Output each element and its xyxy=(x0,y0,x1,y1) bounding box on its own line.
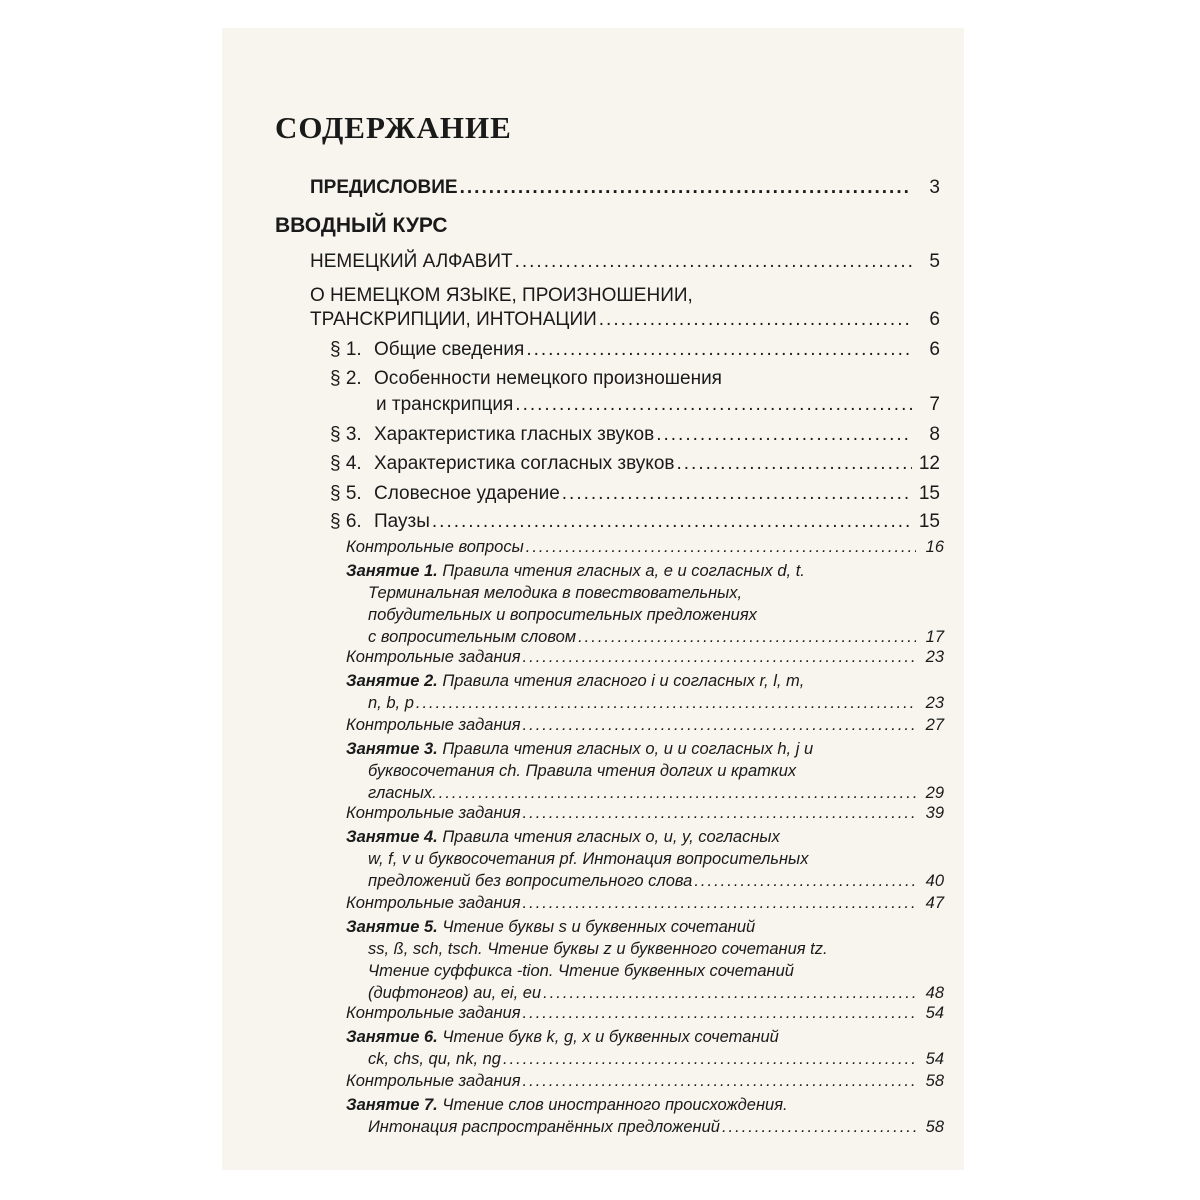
toc-page-number: 58 xyxy=(925,1118,944,1136)
dot-leader xyxy=(599,308,912,332)
toc-title: Контрольные задания xyxy=(346,894,521,912)
toc-title-line: побудительных и вопросительных предложениях xyxy=(368,606,757,624)
toc-title-line: Особенности немецкого произношения xyxy=(374,368,722,389)
dot-leader xyxy=(523,892,916,914)
toc-title-line: ss, ß, sch, tsch. Чтение буквы z и буквенного сочетания tz. xyxy=(368,940,828,958)
toc-page-number: 3 xyxy=(929,177,940,198)
toc-title-line: Чтение слов иностранного происхождения. xyxy=(442,1096,788,1114)
dot-leader xyxy=(526,338,912,362)
toc-entry-preface xyxy=(310,176,940,200)
toc-title-line: w, f, v и буквосочетания pf. Интонация вопросительных xyxy=(368,850,809,868)
toc-title-line: с вопросительным словом xyxy=(368,628,577,646)
toc-title-line: Интонация распространённых предложений xyxy=(368,1118,720,1136)
toc-title: Контрольные задания xyxy=(346,716,521,734)
dot-leader xyxy=(694,870,916,892)
toc-page-number: 15 xyxy=(918,511,940,532)
page-title: СОДЕРЖАНИЕ xyxy=(275,110,512,145)
dot-leader xyxy=(523,646,916,668)
toc-title-line: (дифтонгов) au, ei, eu xyxy=(368,984,542,1002)
dot-leader xyxy=(515,393,912,417)
dot-leader xyxy=(543,982,916,1004)
section-number: § 6. xyxy=(330,511,362,532)
dot-leader xyxy=(523,1070,916,1092)
toc-page-number: 58 xyxy=(925,1072,944,1090)
toc-entry-lesson-4 xyxy=(346,826,944,892)
dot-leader xyxy=(503,1048,916,1070)
toc-page-number: 27 xyxy=(925,716,944,734)
toc-title: Паузы xyxy=(374,511,430,532)
toc-title-line: Чтение буквы s и буквенных сочетаний xyxy=(442,918,756,936)
dot-leader xyxy=(460,176,912,200)
toc-title: Контрольные задания xyxy=(346,804,521,822)
toc-page-number: 40 xyxy=(925,872,944,890)
toc-entry-control-questions xyxy=(346,536,944,558)
toc-title-line: Правила чтения гласных o, u, y, согласных xyxy=(442,828,780,846)
dot-leader xyxy=(515,250,912,274)
toc-title-line: предложений без вопросительного слова xyxy=(368,872,693,890)
toc-title-line: Правила чтения гласных a, e и согласных d, t. xyxy=(442,562,805,580)
toc-page-number: 7 xyxy=(929,394,940,415)
toc-title-line: Правила чтения гласного i и согласных r, l, m, xyxy=(442,672,805,690)
toc-entry-control-tasks xyxy=(346,1002,944,1024)
toc-page-number: 12 xyxy=(918,453,940,474)
toc-entry-control-tasks xyxy=(346,646,944,668)
toc-title: Контрольные задания xyxy=(346,1004,521,1022)
toc-page-number: 39 xyxy=(925,804,944,822)
toc-entry-lesson-6 xyxy=(346,1026,944,1070)
dot-leader xyxy=(656,423,912,447)
section-number: § 1. xyxy=(330,339,362,360)
toc-page-number: 15 xyxy=(918,483,940,504)
toc-title: ВВОДНЫЙ КУРС xyxy=(275,214,448,237)
lesson-label: Занятие 5. xyxy=(346,918,438,936)
toc-page-number: 16 xyxy=(925,538,944,556)
lesson-label: Занятие 3. xyxy=(346,740,438,758)
toc-entry-control-tasks xyxy=(346,714,944,736)
toc-entry-control-tasks xyxy=(346,892,944,914)
toc-entry-lesson-5 xyxy=(346,916,944,1004)
lesson-label: Занятие 6. xyxy=(346,1028,438,1046)
toc-page-number: 6 xyxy=(929,339,940,360)
toc-title-line: Чтение суффикса -tion. Чтение буквенных сочетаний xyxy=(368,962,794,980)
dot-leader xyxy=(722,1116,916,1138)
toc-title: Контрольные вопросы xyxy=(346,538,524,556)
dot-leader xyxy=(523,802,916,824)
toc-title-line: ck, chs, qu, nk, ng xyxy=(368,1050,501,1068)
toc-entry-section-2 xyxy=(330,367,940,417)
dot-leader xyxy=(578,626,916,648)
toc-entry-section-1 xyxy=(330,338,940,362)
toc-title-line: ТРАНСКРИПЦИИ, ИНТОНАЦИИ xyxy=(310,309,597,330)
toc-title-line: Чтение букв k, g, x и буквенных сочетаний xyxy=(442,1028,779,1046)
dot-leader xyxy=(432,510,912,534)
toc-section-intro-course xyxy=(275,214,448,238)
lesson-label: Занятие 7. xyxy=(346,1096,438,1114)
dot-leader xyxy=(526,536,916,558)
dot-leader xyxy=(416,692,916,714)
toc-entry-control-tasks xyxy=(346,802,944,824)
toc-title: Общие сведения xyxy=(374,339,525,360)
toc-page-number: 54 xyxy=(925,1050,944,1068)
toc-page-number: 47 xyxy=(925,894,944,912)
dot-leader xyxy=(439,782,916,804)
toc-page-number: 23 xyxy=(925,694,944,712)
toc-entry-section-3 xyxy=(330,423,940,447)
dot-leader xyxy=(523,714,916,736)
section-number: § 2. xyxy=(330,368,362,389)
dot-leader xyxy=(562,482,912,506)
dot-leader xyxy=(523,1002,916,1024)
toc-entry-about-german xyxy=(310,284,940,332)
toc-page-number: 5 xyxy=(929,251,940,272)
toc-title-line: Правила чтения гласных o, u и согласных h, j и xyxy=(442,740,814,758)
toc-title: НЕМЕЦКИЙ АЛФАВИТ xyxy=(310,251,513,272)
toc-title: Характеристика согласных звуков xyxy=(374,453,675,474)
toc-page-number: 23 xyxy=(925,648,944,666)
toc-page-number: 54 xyxy=(925,1004,944,1022)
toc-title-line: Терминальная мелодика в повествовательных, xyxy=(368,584,743,602)
toc-title-line: и транскрипция xyxy=(376,394,514,415)
toc-page-number: 6 xyxy=(929,309,940,330)
toc-entry-lesson-3 xyxy=(346,738,944,804)
toc-title: ПРЕДИСЛОВИЕ xyxy=(310,177,458,198)
toc-entry-lesson-7 xyxy=(346,1094,944,1138)
toc-entry-control-tasks xyxy=(346,1070,944,1092)
lesson-label: Занятие 2. xyxy=(346,672,438,690)
dot-leader xyxy=(676,452,912,476)
toc-title: Контрольные задания xyxy=(346,1072,521,1090)
toc-page-number: 48 xyxy=(925,984,944,1002)
toc-title-line: О НЕМЕЦКОМ ЯЗЫКЕ, ПРОИЗНОШЕНИИ, xyxy=(310,285,693,306)
toc-title: Словесное ударение xyxy=(374,483,560,504)
toc-page-number: 17 xyxy=(925,628,944,646)
section-number: § 3. xyxy=(330,424,362,445)
section-number: § 5. xyxy=(330,483,362,504)
toc-entry-alphabet xyxy=(310,250,940,274)
toc-entry-section-4 xyxy=(330,452,940,476)
toc-entry-lesson-1 xyxy=(346,560,944,648)
lesson-label: Занятие 4. xyxy=(346,828,438,846)
toc-entry-section-6 xyxy=(330,510,940,534)
toc-title-line: n, b, p xyxy=(368,694,414,712)
toc-title-line: гласных. xyxy=(368,784,437,802)
toc-page-number: 29 xyxy=(925,784,944,802)
lesson-label: Занятие 1. xyxy=(346,562,438,580)
toc-title: Характеристика гласных звуков xyxy=(374,424,655,445)
toc-entry-lesson-2 xyxy=(346,670,944,714)
toc-title-line: буквосочетания ch. Правила чтения долгих и кратких xyxy=(368,762,797,780)
toc-title: Контрольные задания xyxy=(346,648,521,666)
toc-entry-section-5 xyxy=(330,482,940,506)
section-number: § 4. xyxy=(330,453,362,474)
toc-page-number: 8 xyxy=(929,424,940,445)
